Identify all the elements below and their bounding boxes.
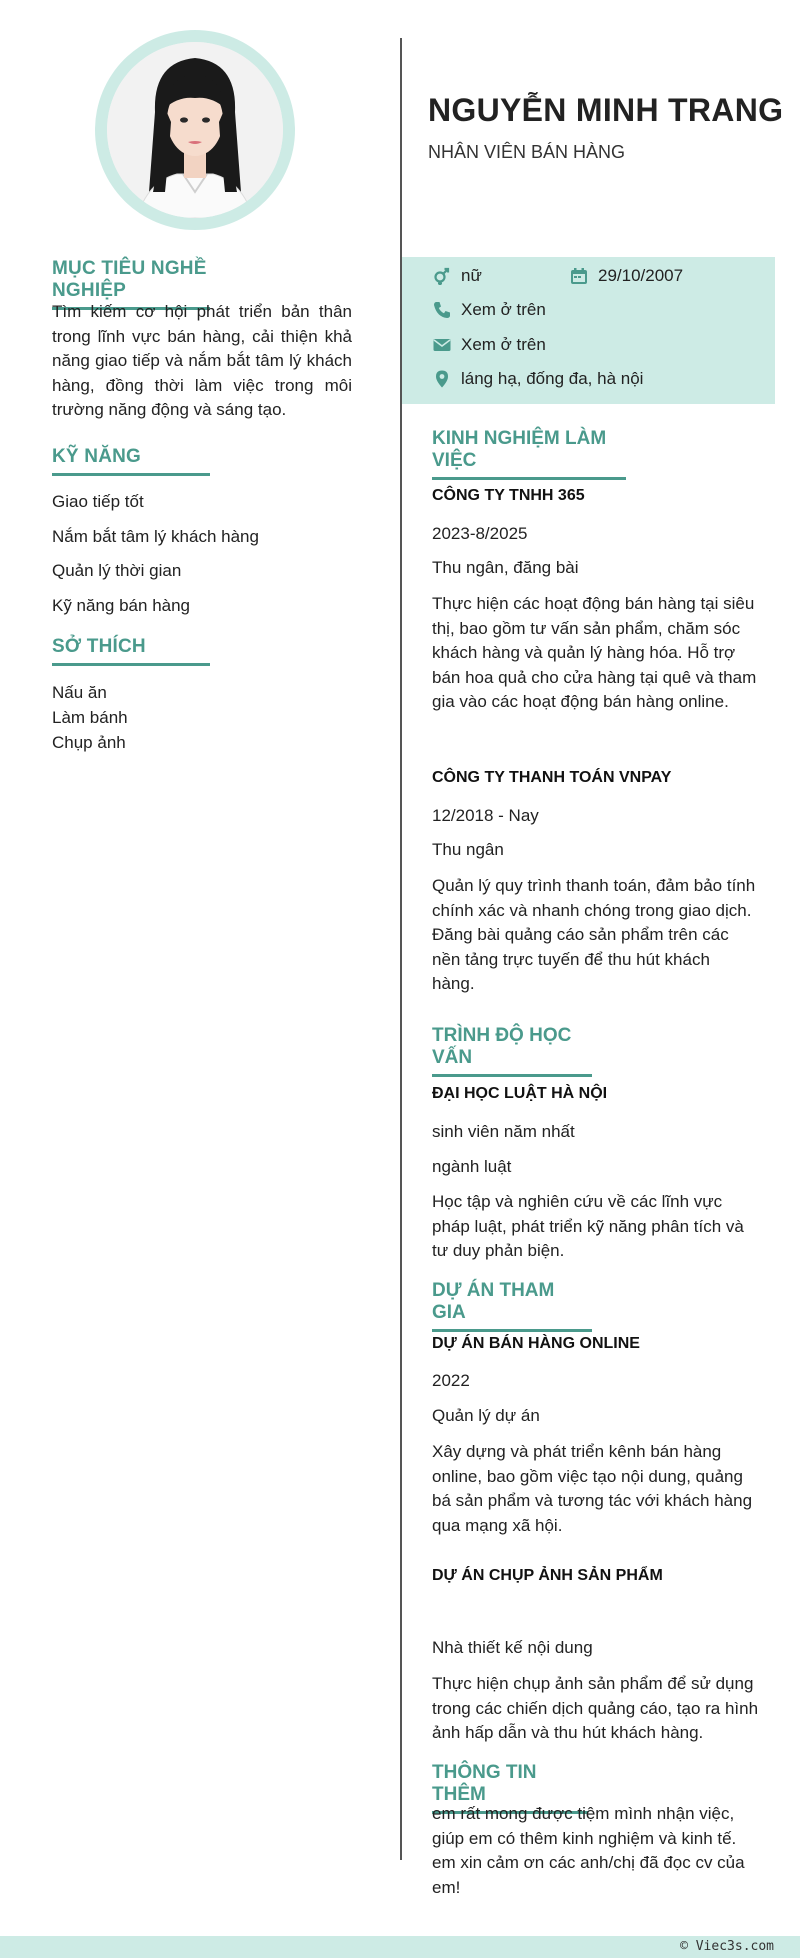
objective-text: Tìm kiếm cơ hội phát triển bản thân trong lĩnh vực bán hàng, cải thiện khả năng giao tiếp và nắm bắt tâm lý khách hàng, đồng thời làm việc trong môi trường năng động và sáng tạo. — [52, 302, 352, 419]
contact-panel — [402, 257, 775, 404]
avatar-frame — [95, 30, 295, 230]
contact-gender — [431, 265, 482, 287]
contact-email — [431, 334, 546, 356]
education-major: ngành luật — [432, 1157, 512, 1176]
email-value: Xem ở trên — [461, 335, 546, 354]
mail-icon — [431, 334, 453, 356]
experience-period: 2023-8/2025 — [432, 524, 528, 543]
hobbies-list — [52, 680, 128, 755]
experience-description: Thực hiện các hoạt động bán hàng tại siêu thị, bao gồm tư vấn sản phẩm, chăm sóc khách hàng và quản lý hàng hóa. Hỗ trợ bán hoa quả cho cửa hàng tại quê và tham gia vào các hoạt động bán hàng online. — [432, 594, 757, 711]
experience-period: 12/2018 - Nay — [432, 806, 539, 825]
skill-item: Kỹ năng bán hàng — [52, 596, 191, 615]
education-description: Học tập và nghiên cứu về các lĩnh vực pháp luật, phát triển kỹ năng phân tích và tư duy phản biện. — [432, 1192, 744, 1260]
experience-description: Quản lý quy trình thanh toán, đảm bảo tính chính xác và nhanh chóng trong giao dịch. Đăng bài quảng cáo sản phẩm trên các nền tảng trực tuyến để thu hút khách hàng. — [432, 876, 756, 993]
skills-section — [52, 446, 210, 476]
skill-item: Nắm bắt tâm lý khách hàng — [52, 527, 259, 546]
project-role: Nhà thiết kế nội dung — [432, 1638, 593, 1657]
hobby-item: Làm bánh — [52, 708, 128, 727]
contact-phone — [431, 299, 546, 321]
objective-title: MỤC TIÊU NGHỀ NGHIỆP — [52, 258, 210, 310]
location-icon — [431, 368, 453, 390]
education-section — [432, 1025, 592, 1077]
experience-section — [432, 428, 626, 480]
gender-value: nữ — [461, 266, 482, 285]
phone-icon — [431, 299, 453, 321]
candidate-name: NGUYỄN MINH TRANG — [428, 92, 784, 128]
contact-birthday — [568, 265, 683, 287]
project-year: 2022 — [432, 1371, 470, 1390]
address-value: láng hạ, đống đa, hà nội — [461, 369, 644, 388]
calendar-icon — [568, 265, 590, 287]
project-role: Quản lý dự án — [432, 1406, 540, 1425]
projects-title: DỰ ÁN THAM GIA — [432, 1280, 592, 1332]
project-description: Thực hiện chụp ảnh sản phẩm để sử dụng trong các chiến dịch quảng cáo, tạo ra hình ảnh hấp dẫn và thu hút khách hàng. — [432, 1674, 759, 1742]
avatar — [107, 42, 283, 218]
phone-value: Xem ở trên — [461, 300, 546, 319]
experience-position: Thu ngân, đăng bài — [432, 558, 579, 577]
hobbies-title: SỞ THÍCH — [52, 636, 210, 666]
portrait-image — [107, 42, 283, 218]
experience-company: CÔNG TY TNHH 365 — [432, 487, 585, 504]
contact-address — [431, 368, 643, 390]
footer-bar — [0, 1936, 800, 1958]
gender-icon — [431, 265, 453, 287]
experience-position: Thu ngân — [432, 840, 504, 859]
hobby-item: Nấu ăn — [52, 683, 107, 702]
additional-text: em rất mong được tiệm mình nhận việc, giúp em có thêm kinh nghiệm và kinh tế. em xin cảm ơn các anh/chị đã đọc cv của em! — [432, 1804, 745, 1897]
skill-item: Quản lý thời gian — [52, 561, 182, 580]
education-school: ĐẠI HỌC LUẬT HÀ NỘI — [432, 1085, 608, 1102]
project-name: DỰ ÁN CHỤP ẢNH SẢN PHẨM — [432, 1567, 663, 1584]
project-name: DỰ ÁN BÁN HÀNG ONLINE — [432, 1335, 640, 1352]
project-description: Xây dựng và phát triển kênh bán hàng online, bao gồm việc tạo nội dung, quảng bá sản phẩm và tương tác với khách hàng qua mạng xã hội. — [432, 1442, 753, 1535]
additional-title: THÔNG TIN THÊM — [432, 1762, 588, 1814]
skills-title: KỸ NĂNG — [52, 446, 210, 476]
hobby-item: Chụp ảnh — [52, 733, 126, 752]
projects-section — [432, 1280, 592, 1332]
education-title: TRÌNH ĐỘ HỌC VẤN — [432, 1025, 592, 1077]
experience-title: KINH NGHIỆM LÀM VIỆC — [432, 428, 626, 480]
candidate-role: NHÂN VIÊN BÁN HÀNG — [428, 142, 626, 162]
skill-item: Giao tiếp tốt — [52, 492, 144, 511]
education-status: sinh viên năm nhất — [432, 1122, 575, 1141]
birthday-value: 29/10/2007 — [598, 266, 684, 285]
copyright-text: © Viec3s.com — [680, 1939, 774, 1954]
experience-company: CÔNG TY THANH TOÁN VNPAY — [432, 769, 672, 786]
hobbies-section — [52, 636, 210, 666]
